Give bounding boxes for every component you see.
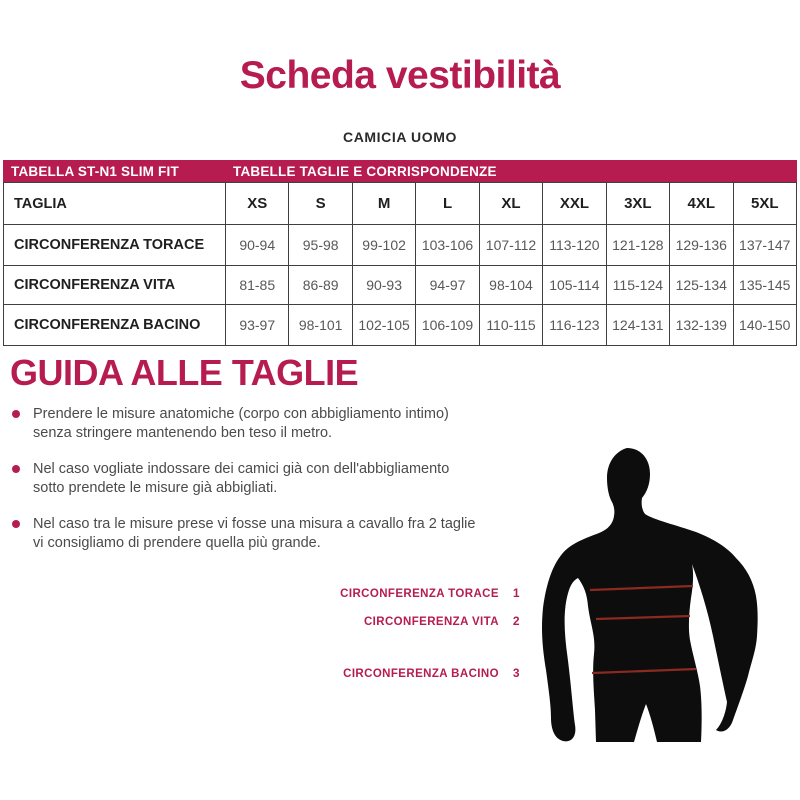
measure-label-torace: CIRCONFERENZA TORACE 1 bbox=[340, 586, 520, 600]
size-header-cell: 3XL bbox=[606, 183, 669, 225]
table-cell: 105-114 bbox=[543, 266, 606, 305]
table-cell: 86-89 bbox=[289, 266, 352, 305]
table-cell: 129-136 bbox=[670, 225, 733, 266]
table-cell: 137-147 bbox=[733, 225, 797, 266]
bullet-text: Prendere le misure anatomiche (corpo con abbigliamento intimo) senza stringere mantenendo ben teso il metro. bbox=[33, 406, 449, 441]
table-cell: 95-98 bbox=[289, 225, 352, 266]
table-cell: 90-93 bbox=[352, 266, 415, 305]
bullet-item bbox=[12, 460, 512, 498]
size-header-cell: S bbox=[289, 183, 352, 225]
table-row-bacino bbox=[4, 305, 797, 346]
measure-number: 1 bbox=[512, 586, 520, 600]
bullet-dot-icon bbox=[12, 410, 20, 418]
size-table bbox=[3, 182, 797, 346]
table-cell: 103-106 bbox=[416, 225, 479, 266]
table-cell: 107-112 bbox=[479, 225, 542, 266]
size-header-cell: 5XL bbox=[733, 183, 797, 225]
size-header-cell: XL bbox=[479, 183, 542, 225]
table-cell: 132-139 bbox=[670, 305, 733, 346]
corner-cell: TAGLIA bbox=[4, 183, 226, 225]
bullet-dot-icon bbox=[12, 465, 20, 473]
table-cell: 98-104 bbox=[479, 266, 542, 305]
measure-label-bacino: CIRCONFERENZA BACINO 3 bbox=[343, 666, 520, 680]
table-cell: 121-128 bbox=[606, 225, 669, 266]
table-cell: 106-109 bbox=[416, 305, 479, 346]
table-row-vita bbox=[4, 266, 797, 305]
bullet-dot-icon bbox=[12, 520, 20, 528]
table-cell: 81-85 bbox=[226, 266, 289, 305]
guide-title: GUIDA ALLE TAGLIE bbox=[10, 352, 359, 393]
band-label-right: TABELLE TAGLIE E CORRISPONDENZE bbox=[233, 163, 497, 179]
table-cell: 110-115 bbox=[479, 305, 542, 346]
table-cell: 99-102 bbox=[352, 225, 415, 266]
measure-number: 3 bbox=[512, 666, 520, 680]
band-label-left: TABELLA ST-N1 SLIM FIT bbox=[11, 163, 179, 179]
bullet-item bbox=[12, 405, 512, 443]
page-title: Scheda vestibilità bbox=[239, 54, 561, 97]
bullet-text: Nel caso tra le misure prese vi fosse una misura a cavallo fra 2 taglie vi consigliamo di prendere quella più grande. bbox=[33, 516, 476, 551]
table-cell: 135-145 bbox=[733, 266, 797, 305]
table-cell: 98-101 bbox=[289, 305, 352, 346]
guide-bullet-list bbox=[12, 405, 512, 570]
table-cell: 115-124 bbox=[606, 266, 669, 305]
size-header-cell: M bbox=[352, 183, 415, 225]
measure-number: 2 bbox=[512, 614, 520, 628]
size-header-cell: XS bbox=[226, 183, 289, 225]
table-cell: 94-97 bbox=[416, 266, 479, 305]
bullet-item bbox=[12, 515, 512, 553]
row-label: CIRCONFERENZA TORACE bbox=[4, 225, 226, 266]
table-cell: 102-105 bbox=[352, 305, 415, 346]
measure-label-vita: CIRCONFERENZA VITA 2 bbox=[363, 614, 520, 628]
table-cell: 140-150 bbox=[733, 305, 797, 346]
table-cell: 116-123 bbox=[543, 305, 606, 346]
size-header-cell: L bbox=[416, 183, 479, 225]
table-cell: 90-94 bbox=[226, 225, 289, 266]
row-label: CIRCONFERENZA BACINO bbox=[4, 305, 226, 346]
table-row-torace bbox=[4, 225, 797, 266]
table-cell: 93-97 bbox=[226, 305, 289, 346]
male-silhouette-figure bbox=[530, 440, 800, 750]
size-header-row bbox=[4, 183, 797, 225]
table-cell: 113-120 bbox=[543, 225, 606, 266]
size-header-cell: 4XL bbox=[670, 183, 733, 225]
table-cell: 125-134 bbox=[670, 266, 733, 305]
size-header-cell: XXL bbox=[543, 183, 606, 225]
bullet-text: Nel caso vogliate indossare dei camici già con dell'abbigliamento sotto prendete le misure già abbigliati. bbox=[33, 461, 450, 496]
silhouette-body bbox=[542, 448, 758, 742]
page-subtitle: CAMICIA UOMO bbox=[342, 129, 457, 145]
row-label: CIRCONFERENZA VITA bbox=[4, 266, 226, 305]
table-cell: 124-131 bbox=[606, 305, 669, 346]
table-header-band bbox=[3, 160, 797, 182]
